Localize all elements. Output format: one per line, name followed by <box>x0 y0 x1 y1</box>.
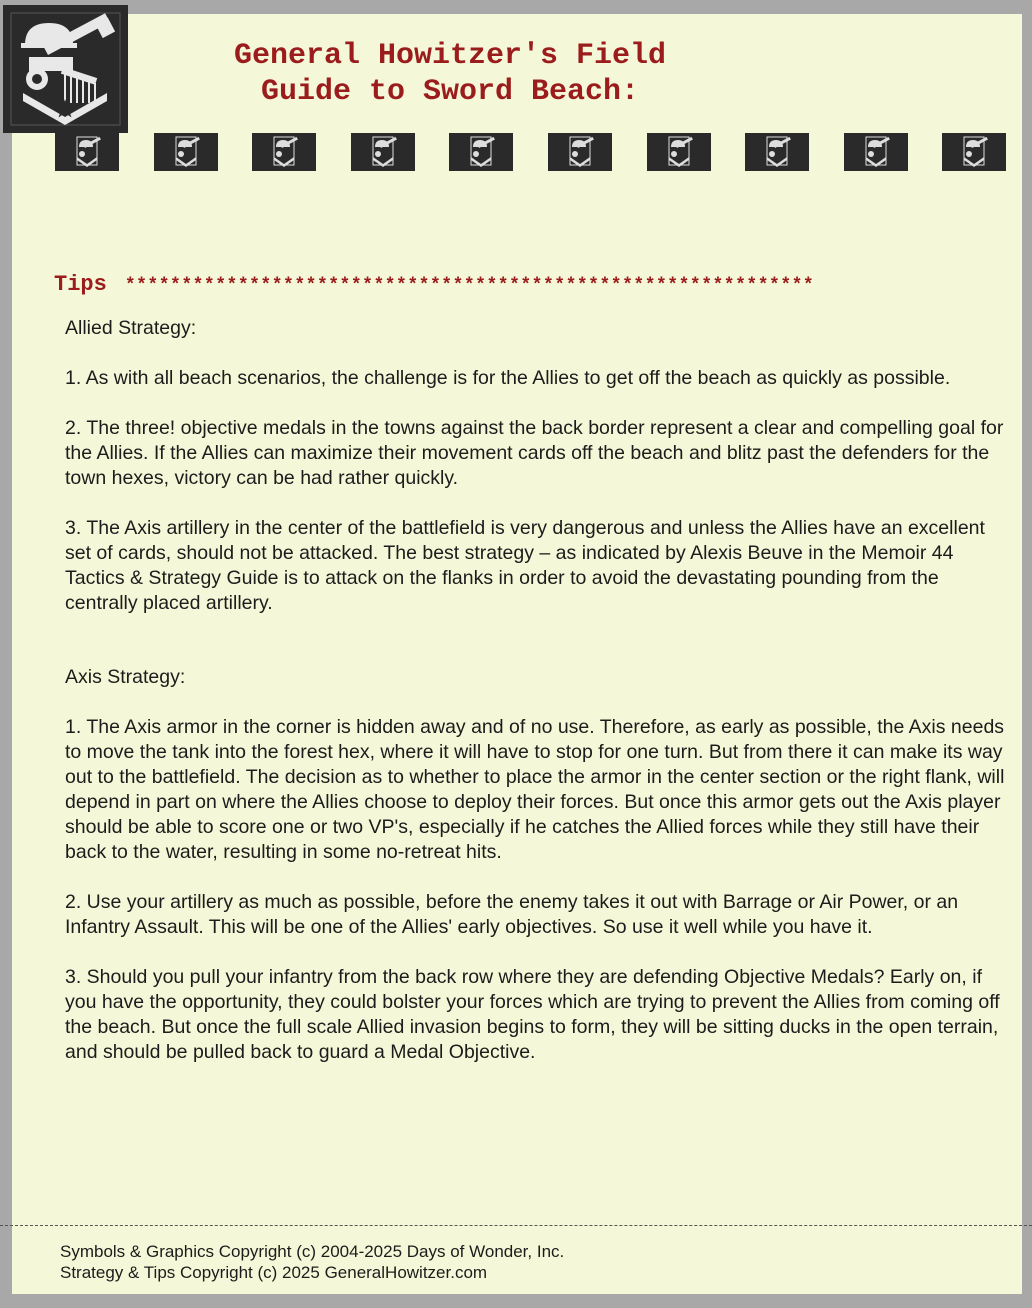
footer <box>60 1241 564 1283</box>
footer-copyright-graphics: Symbols & Graphics Copyright (c) 2004-2025 Days of Wonder, Inc. <box>60 1242 565 1261</box>
title-line-1: General Howitzer's Field <box>233 39 667 73</box>
mini-howitzer-badge-icon <box>942 133 1006 171</box>
axis-tip-1: 1. The Axis armor in the corner is hidden away and of no use. Therefore, as early as possible, the Axis needs to move the tank into the forest hex, where it will have to stop for one turn. But from there it can make its way out to the battlefield. The decision as to whether to place the armor in the center section or the right flank, will depend in part on where the Allies choose to deploy their forces. But once this armor gets out the Axis player should be able to score one or two VP's, especially if he catches the Allied forces while they still have their back to the water, resulting in some no-retreat hits. <box>65 716 1005 863</box>
page-title <box>150 38 750 110</box>
axis-strategy-heading: Axis Strategy: <box>65 666 186 688</box>
mini-howitzer-badge-icon <box>449 133 513 171</box>
howitzer-logo <box>3 5 128 133</box>
mini-howitzer-badge-icon <box>844 133 908 171</box>
section-gap <box>65 641 1005 665</box>
allied-tip-1: 1. As with all beach scenarios, the challenge is for the Allies to get off the beach as quickly as possible. <box>65 367 951 389</box>
mini-howitzer-badge-icon <box>548 133 612 171</box>
howitzer-helmet-star-icon <box>3 5 128 133</box>
allied-strategy-heading: Allied Strategy: <box>65 317 197 339</box>
axis-tip-3: 3. Should you pull your infantry from the back row where they are defending Objective Medals? Early on, if you have the opportunity, they could bolster your forces which are trying to prevent the Allies from coming off the beach. But once the full scale Allied invasion begins to form, they will be sitting ducks in the open terrain, and should be pulled back to guard a Medal Objective. <box>65 966 1000 1063</box>
footer-copyright-tips: Strategy & Tips Copyright (c) 2025 GeneralHowitzer.com <box>60 1263 488 1282</box>
allied-tip-2: 2. The three! objective medals in the towns against the back border represent a clear and compelling goal for the Allies. If the Allies can maximize their movement cards off the beach and blitz past the defenders for the town hexes, victory can be had rather quickly. <box>65 417 1004 489</box>
mini-howitzer-badge-icon <box>745 133 809 171</box>
mini-howitzer-badge-icon <box>55 133 119 171</box>
mini-howitzer-badge-icon <box>252 133 316 171</box>
footer-divider <box>0 1225 1032 1226</box>
axis-tip-2: 2. Use your artillery as much as possible, before the enemy takes it out with Barrage or Air Power, or an Infantry Assault. This will be one of the Allies' early objectives. So use it well while you have it. <box>65 891 959 938</box>
tips-header <box>54 272 1014 297</box>
tips-stars-divider: ************************************************************* <box>124 276 815 296</box>
mini-howitzer-badge-icon <box>351 133 415 171</box>
tips-label: Tips <box>54 272 107 297</box>
allied-tip-3: 3. The Axis artillery in the center of the battlefield is very dangerous and unless the Allies have an excellent set of cards, should not be attacked. The best strategy – as indicated by Alexis Beuve in the Memoir 44 Tactics & Strategy Guide is to attack on the flanks in order to avoid the devastating pounding from the centrally placed artillery. <box>65 517 985 614</box>
title-line-2: Guide to Sword Beach: <box>260 75 640 109</box>
badge-row <box>0 133 1032 173</box>
strategy-content <box>65 316 1005 1090</box>
mini-howitzer-badge-icon <box>647 133 711 171</box>
mini-howitzer-badge-icon <box>154 133 218 171</box>
